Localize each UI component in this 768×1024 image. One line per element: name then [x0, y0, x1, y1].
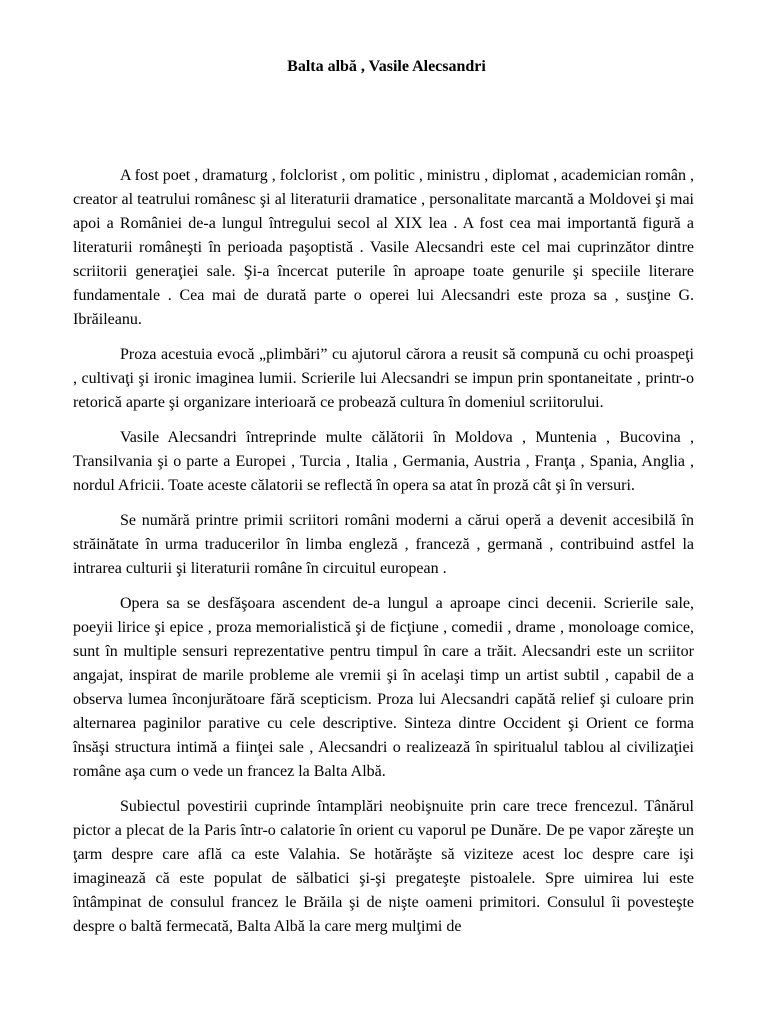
paragraph-biography: A fost poet , dramaturg , folclorist , om politic , ministru , diplomat , academician român , creator al teatrului românesc şi al literaturii dramatice , personalitate marcantă a Moldovei şi mai apoi a României de-a lungul întregului secol al XIX lea . A fost cea mai importantă figură a literaturii româneşti în perioada paşoptistă . Vasile Alecsandri este cel mai cuprinzător dintre scriitorii generaţiei sale. Şi-a încercat puterile în aproape toate genurile şi speciile literare fundamentale . Cea mai de durată parte o operei lui Alecsandri este proza sa , susţine G. Ibrăileanu. [73, 167, 694, 328]
document-title: Balta albă , Vasile Alecsandri [287, 58, 486, 75]
document-body [73, 164, 694, 939]
paragraph-translations: Se numără printre primii scriitori români moderni a cărui operă a devenit accesibilă în străinătate în urma traducerilor în limba engleză , franceză , germană , contribuind astfel la intrarea culturii şi literaturii române în circuitul european . [73, 512, 694, 577]
paragraph-prose-style: Proza acestuia evocă „plimbări” cu ajutorul cărora a reusit să compună cu ochi proaspeţi , cultivaţi şi ironic imaginea lumii. Scrierile lui Alecsandri se impun prin spontaneitate , printr-o retorică aparte şi organizare interioară ce probează cultura în domeniul scriitorului. [73, 346, 694, 411]
paragraph-travels: Vasile Alecsandri întreprinde multe călătorii în Moldova , Muntenia , Bucovina , Transilvania şi o parte a Europei , Turcia , Italia , Germania, Austria , Franţa , Spania, Anglia , nordul Africii. Toate aceste călatorii se reflectă în opera sa atat în proză cât şi în versuri. [73, 429, 694, 494]
paragraph-work-overview: Opera sa se desfăşoara ascendent de-a lungul a aproape cinci decenii. Scrierile sale, poeyii lirice şi epice , proza memorialistică şi de ficţiune , comedii , drame , monoloage comice, sunt în multiple sensuri reprezentative pentru timpul în care a trăit. Alecsandri este un scriitor angajat, inspirat de marile probleme ale vremii şi în acelaşi timp un artist subtil , capabil de a observa lumea înconjurătoare fără scepticism. Proza lui Alecsandri capătă relief şi culoare prin alternarea paginilor parative cu cele descriptive. Sinteza dintre Occident şi Orient ce forma însăşi structura intimă a fiinţei sale , Alecsandri o realizează în spiritualul tablou al civilizaţiei române aşa cum o vede un francez la Balta Albă. [73, 595, 694, 780]
paragraph-story-subject: Subiectul povestirii cuprinde întamplări neobişnuite prin care trece frencezul. Tânărul pictor a plecat de la Paris într-o calatorie în orient cu vaporul pe Dunăre. De pe vapor zăreşte un ţarm despre care află ca este Valahia. Se hotărăşte să viziteze acest loc despre care işi imaginează că este populat de sălbatici şi-şi pregateşte pistoalele. Spre uimirea lui este întâmpinat de consulul francez le Brăila şi de nişte oameni primitori. Consulul îi povesteşte despre o baltă fermecată, Balta Albă la care merg mulţimi de [73, 798, 694, 935]
